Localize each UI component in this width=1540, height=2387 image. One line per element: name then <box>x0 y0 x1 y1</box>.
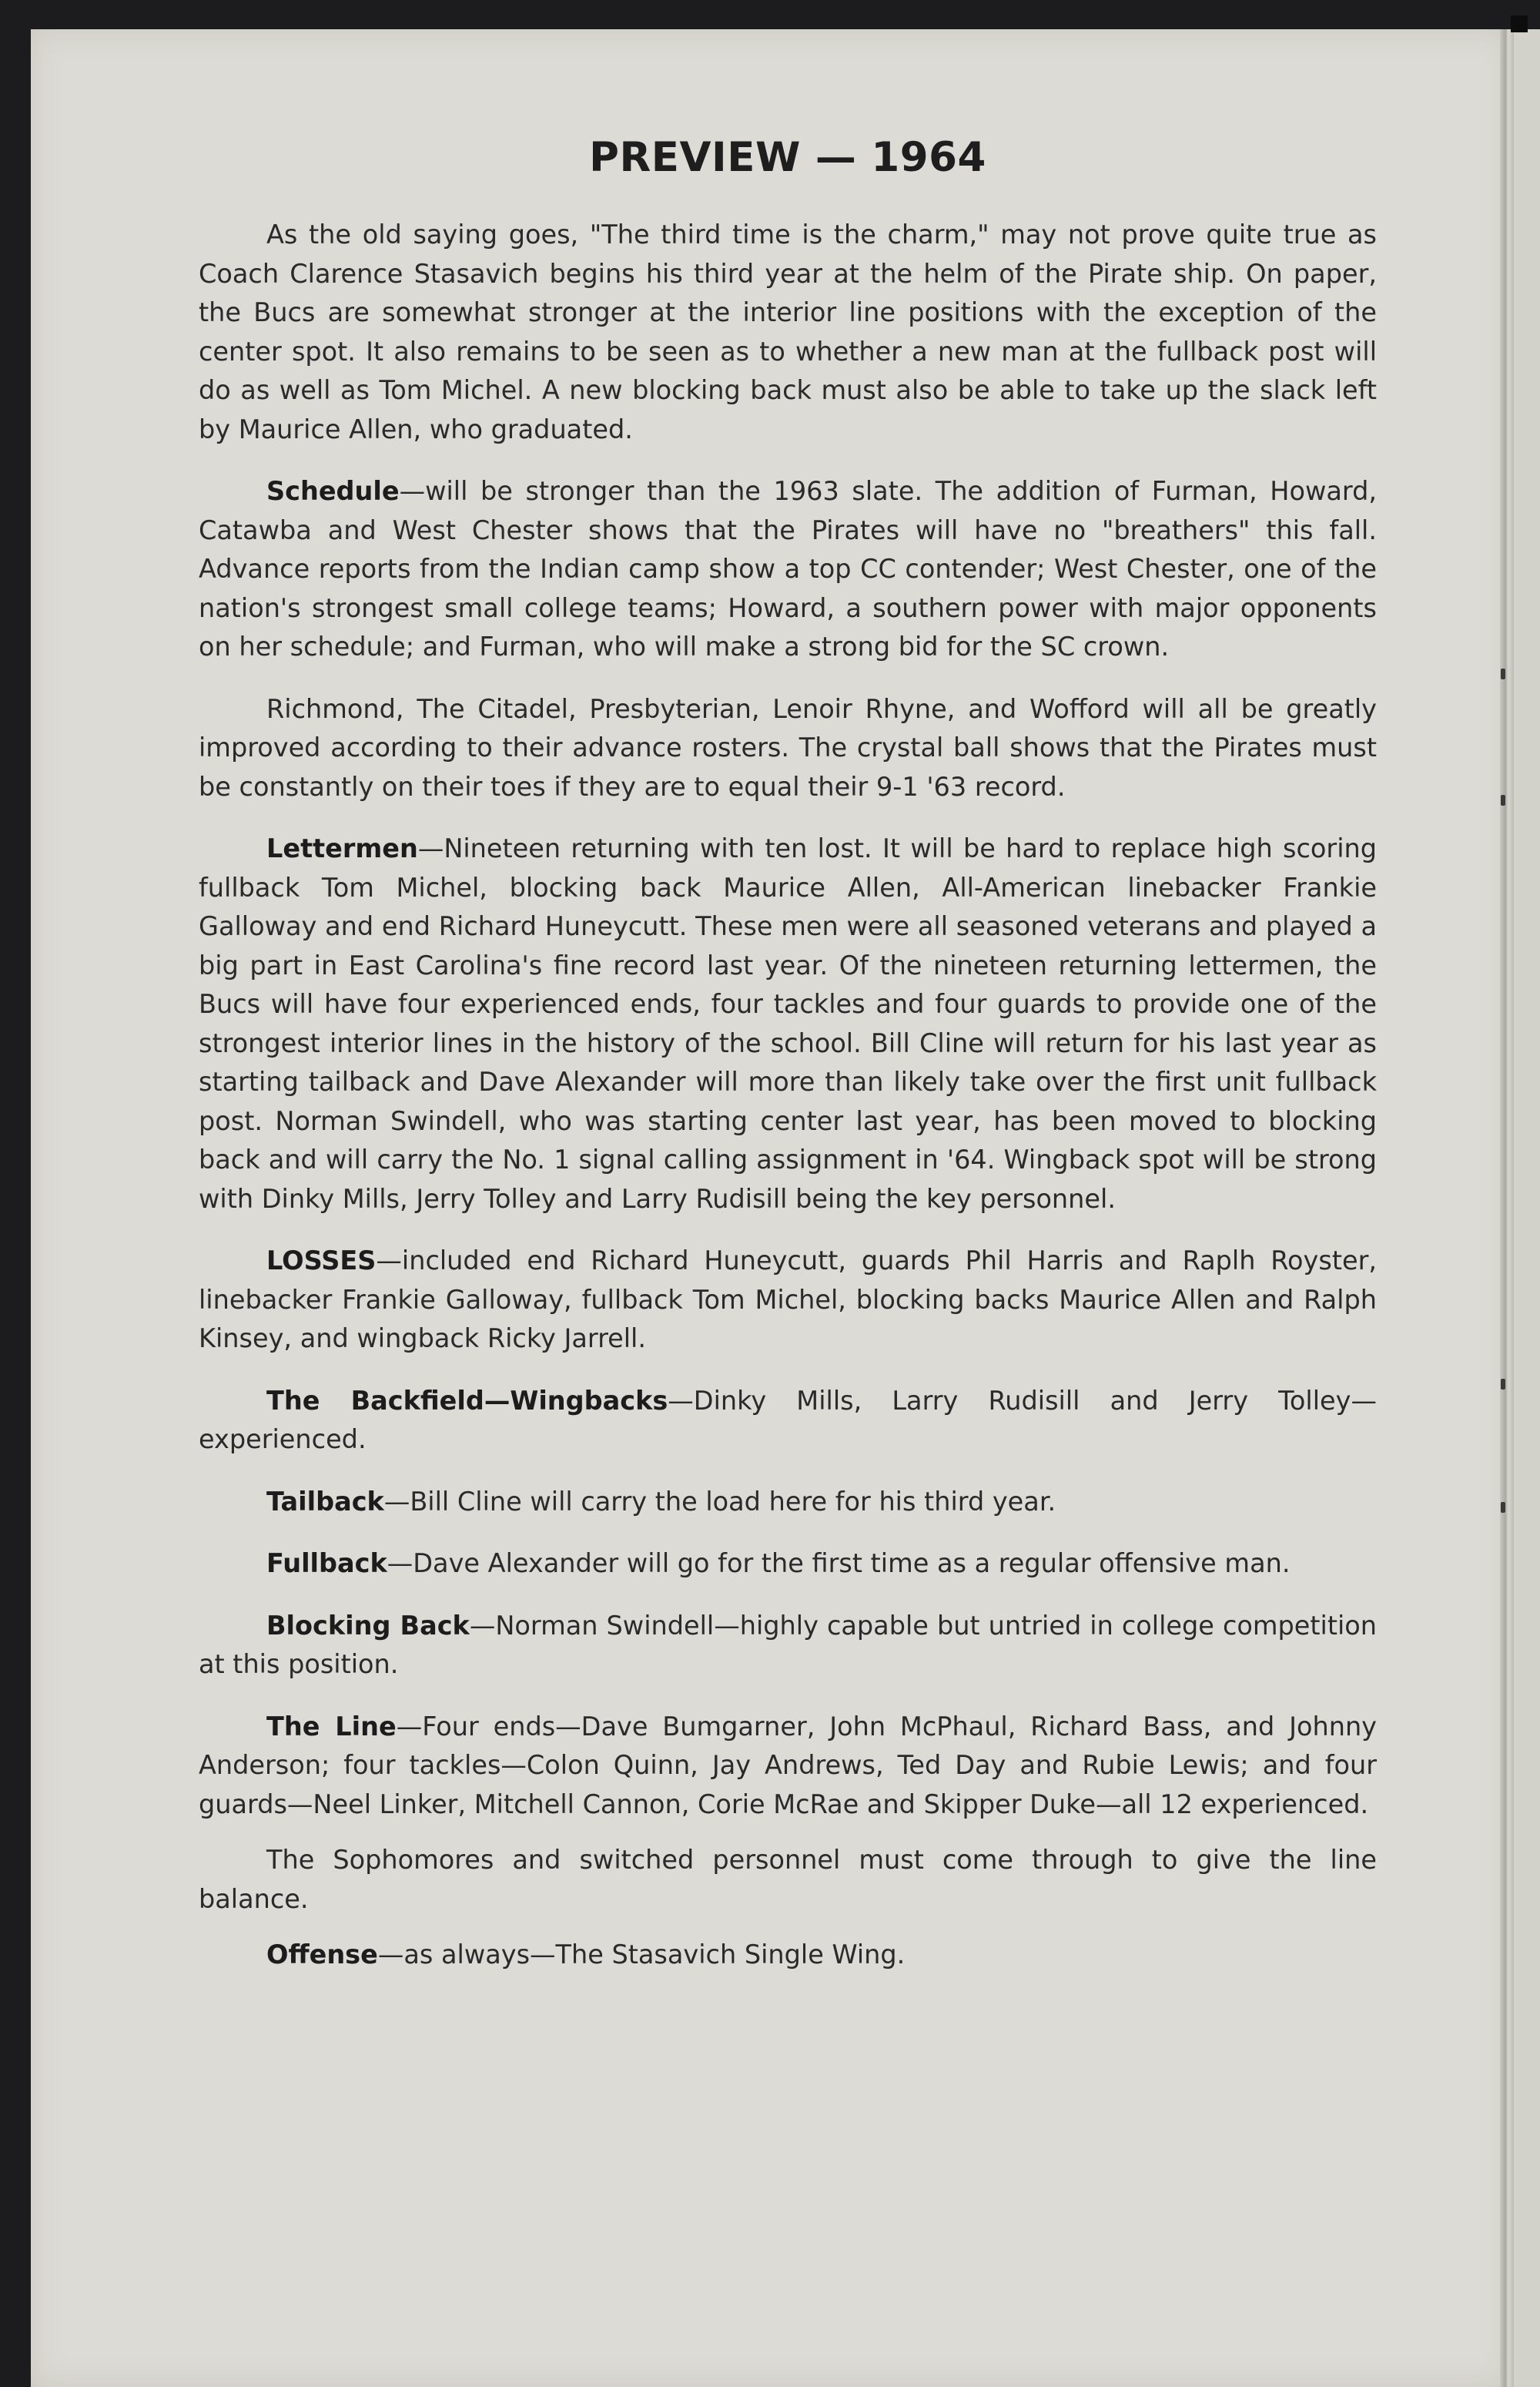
paragraph-lead: Tailback <box>266 1486 384 1517</box>
paragraph-text: Richmond, The Citadel, Presbyterian, Lenoir Rhyne, and Wofford will all be greatly improved according to their advance rosters. The crystal ball shows that the Pirates must be constantly on their toes if they are to equal their 9-1 '63 record. <box>199 693 1377 802</box>
paragraph-lead: Fullback <box>266 1548 387 1578</box>
paragraph-losses <box>199 1242 1377 1359</box>
paragraph-the-line <box>199 1708 1377 1825</box>
paragraph-text: As the old saying goes, "The third time is the charm," may not prove quite true as Coach Clarence Stasavich begins his third year at the helm of the Pirate ship. On paper, the Bucs are somewhat stronger at the interior line positions with the exception of the center spot. It also remains to be seen as to whether a new man at the fullback post will do as well as Tom Michel. A new blocking back must also be able to take up the slack left by Maurice Allen, who graduated. <box>199 220 1377 444</box>
paragraph-lead: Blocking Back <box>266 1610 470 1641</box>
margin-tick <box>1501 1502 1505 1513</box>
paragraph-lead: Offense <box>266 1939 378 1970</box>
paragraph-intro <box>199 216 1377 449</box>
page-title: PREVIEW — 1964 <box>589 134 986 181</box>
paragraph-tailback <box>199 1483 1377 1522</box>
paragraph-blocking-back <box>199 1607 1377 1685</box>
paragraph-text: —Norman Swindell—highly capable but untried in college competition at this position. <box>199 1610 1378 1679</box>
paragraph-text: —Nineteen returning with ten lost. It will be hard to replace high scoring fullback Tom Michel, blocking back Maurice Allen, All-American linebacker Frankie Galloway and end Richard Huneycutt. These men were all seasoned veterans and played a big part in East Carolina's fine record last year. Of the nineteen returning lettermen, the Bucs will have four experienced ends, four tackles and four guards to provide one of the strongest interior lines in the history of the school. Bill Cline will return for his last year as starting tailback and Dave Alexander will more than likely take over the first unit fullback post. Norman Swindell, who was starting center last year, has been moved to blocking back and will carry the No. 1 signal calling assignment in '64. Wingback spot will be strong with Dinky Mills, Jerry Tolley and Larry Rudisill being the key personnel. <box>199 833 1377 1214</box>
article-body <box>199 131 1377 1998</box>
paragraph-lead: The Backfield—Wingbacks <box>266 1385 668 1416</box>
paragraph-text: —as always—The Stasavich Single Wing. <box>377 1939 906 1970</box>
paragraph-text: The Sophomores and switched personnel must come through to give the line balance. <box>199 1845 1377 1914</box>
scan-corner-mark <box>1511 15 1528 32</box>
paragraph-lead: Lettermen <box>266 833 418 863</box>
paragraph-offense <box>199 1936 1377 1975</box>
paragraph-lead: LOSSES <box>266 1245 377 1276</box>
paragraph-opponents <box>199 690 1377 807</box>
paragraph-text: —Four ends—Dave Bumgarner, John McPhaul, Richard Bass, and Johnny Anderson; four tackles—Colon Quinn, Jay Andrews, Ted Day and Rubie Lewis; and four guards—Neel Linker, Mitchell Cannon, Corie McRae and Skipper Duke—all 12 experienced. <box>199 1711 1377 1819</box>
page-fold-edge <box>1500 29 1514 2387</box>
paragraph-sophomores <box>199 1841 1377 1919</box>
paragraph-text: —Bill Cline will carry the load here for his third year. <box>383 1486 1056 1517</box>
paragraph-backfield <box>199 1382 1377 1460</box>
facing-page-edge <box>1514 29 1540 2387</box>
paragraph-lettermen <box>199 830 1377 1219</box>
paragraph-schedule <box>199 472 1377 667</box>
paragraph-fullback <box>199 1544 1377 1584</box>
paragraph-lead: Schedule <box>266 476 400 506</box>
paragraph-text: —Dinky Mills, Larry Rudisill and Jerry Tolley—experienced. <box>199 1385 1377 1454</box>
margin-tick <box>1501 795 1505 806</box>
margin-tick <box>1501 669 1505 679</box>
paragraph-text: —Dave Alexander will go for the first time as a regular offensive man. <box>387 1548 1291 1578</box>
paragraph-text: —will be stronger than the 1963 slate. The addition of Furman, Howard, Catawba and West Chester shows that the Pirates will have no "breathers" this fall. Advance reports from the Indian camp show a top CC contender; West Chester, one of the nation's strongest small college teams; Howard, a southern power with major opponents on her schedule; and Furman, who will make a strong bid for the SC crown. <box>199 476 1377 662</box>
paragraph-text: —included end Richard Huneycutt, guards Phil Harris and Raplh Royster, linebacker Frankie Galloway, fullback Tom Michel, blocking backs Maurice Allen and Ralph Kinsey, and wingback Ricky Jarrell. <box>199 1245 1377 1353</box>
margin-tick <box>1501 1379 1505 1390</box>
paragraph-lead: The Line <box>266 1711 397 1742</box>
